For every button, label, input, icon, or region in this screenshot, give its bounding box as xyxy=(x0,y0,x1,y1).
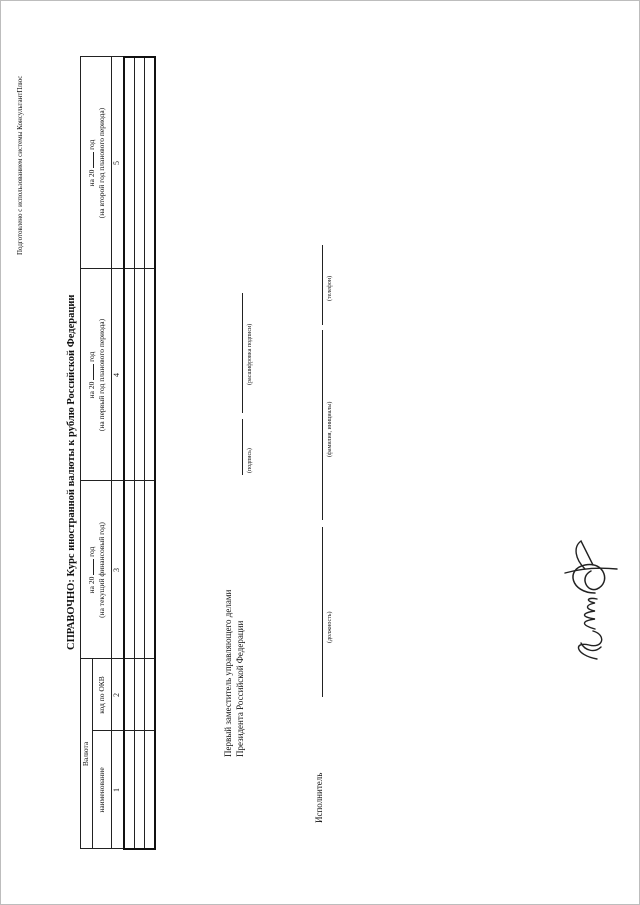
col-number: 3 xyxy=(112,481,124,659)
signature-decode-caption: (расшифровка подписи) xyxy=(247,323,253,385)
signer-block xyxy=(222,590,246,757)
year-suffix: год xyxy=(86,139,96,150)
column-number-row xyxy=(112,57,124,849)
signature-line xyxy=(242,419,243,475)
year-blank xyxy=(85,152,94,168)
table-cell xyxy=(124,731,135,849)
table-cell xyxy=(124,57,135,269)
table-cell xyxy=(134,659,144,731)
table-cell xyxy=(124,269,135,481)
executor-phone-line xyxy=(322,245,323,325)
table-cell xyxy=(134,731,144,849)
col-okv-header: код по ОКВ xyxy=(93,659,112,731)
col-number: 4 xyxy=(112,269,124,481)
table-cell xyxy=(134,269,144,481)
document-title: СПРАВОЧНО: Курс иностранной валюты к рублю Российской Федерации xyxy=(66,294,77,650)
signer-title-line2: Президента Российской Федерации xyxy=(235,620,245,757)
col4-note: (на первый год планового периода) xyxy=(97,318,106,432)
header-note: Подготовлено с использованием системы КонсультантПлюс xyxy=(16,75,24,255)
year-suffix: год xyxy=(86,546,96,557)
executor-position-line xyxy=(322,527,323,697)
col-current-year xyxy=(81,481,112,659)
table-row xyxy=(124,57,135,849)
col-number: 2 xyxy=(112,659,124,731)
table-cell xyxy=(124,659,135,731)
table-cell xyxy=(144,481,155,659)
table-cell xyxy=(144,731,155,849)
signer-title-line1: Первый заместитель управляющего делами xyxy=(223,589,233,757)
currency-rate-table xyxy=(80,56,156,850)
year-blank xyxy=(85,364,94,380)
handwritten-signature xyxy=(545,535,625,665)
col-number: 1 xyxy=(112,731,124,849)
table-cell xyxy=(144,269,155,481)
col5-note: (на второй год планового периода) xyxy=(97,107,106,219)
table-cell xyxy=(134,57,144,269)
table-row xyxy=(144,57,155,849)
col3-note: (на текущий финансовый год) xyxy=(97,522,106,618)
executor-name-caption: (фамилия, инициалы) xyxy=(327,401,333,457)
year-prefix: на 20 xyxy=(86,576,96,594)
col-name-header: наименование xyxy=(93,731,112,849)
executor-label: Исполнитель xyxy=(314,772,324,823)
executor-phone-caption: (телефон) xyxy=(327,275,333,301)
col-first-plan-year xyxy=(81,269,112,481)
year-prefix: на 20 xyxy=(86,169,96,187)
table-cell xyxy=(134,481,144,659)
year-prefix: на 20 xyxy=(86,381,96,399)
col-number: 5 xyxy=(112,57,124,269)
table-cell xyxy=(124,481,135,659)
table-row xyxy=(134,57,144,849)
year-blank xyxy=(85,559,94,575)
signature-decode-line xyxy=(242,293,243,413)
currency-group-header: Валюта xyxy=(81,659,93,849)
table-cell xyxy=(144,57,155,269)
executor-position-caption: (должность) xyxy=(327,611,333,643)
executor-name-line xyxy=(322,330,323,520)
col-second-plan-year xyxy=(81,57,112,269)
table-header-row xyxy=(81,57,93,849)
year-suffix: год xyxy=(86,351,96,362)
signature-caption: (подпись) xyxy=(247,448,253,473)
table-cell xyxy=(144,659,155,731)
